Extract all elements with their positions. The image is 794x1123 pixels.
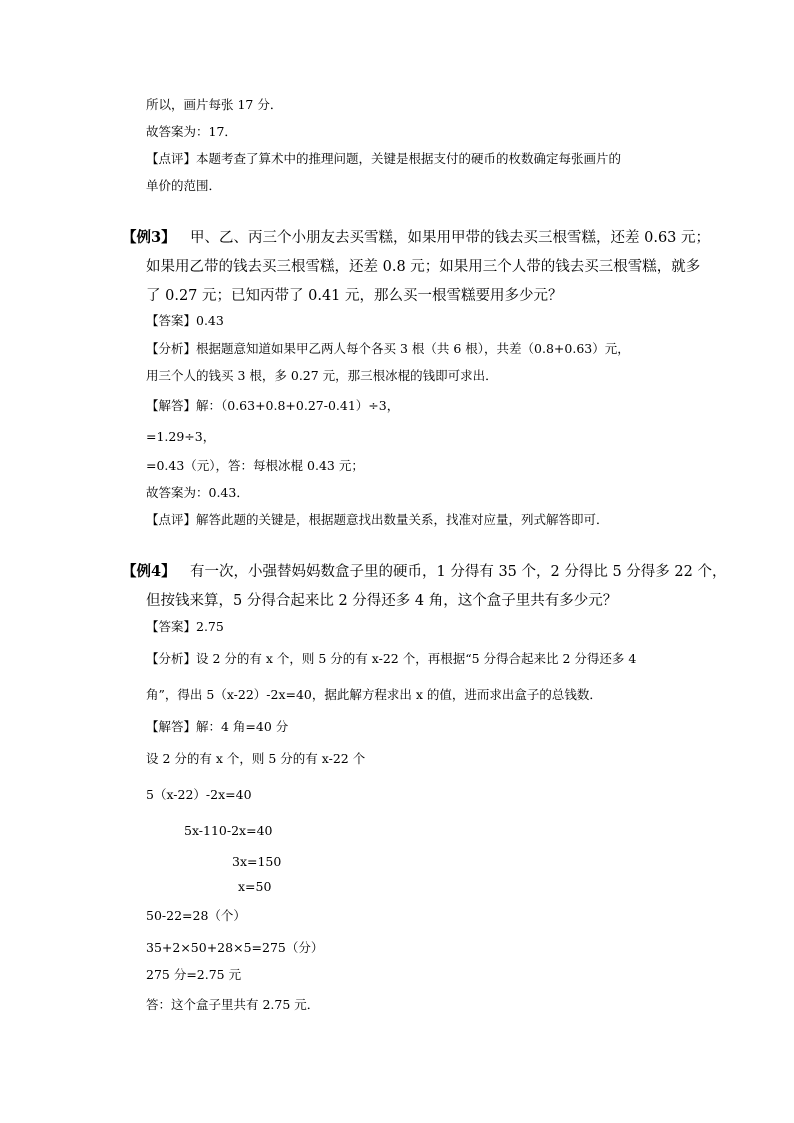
prev-conclusion: 所以，画片每张 17 分． (146, 97, 283, 112)
example4-equation-line3: 3x=150 (232, 854, 282, 869)
example4-final-answer: 答：这个盒子里共有 2.75 元． (146, 997, 320, 1012)
example3-question-line2: 如果用乙带的钱去买三根雪糕，还差 0.8 元；如果用三个人带的钱去买三根雪糕，就多 (146, 259, 701, 275)
example3-question-line1: 甲、乙、丙三个小朋友去买雪糕，如果用甲带的钱去买三根雪糕，还差 0.63 元； (190, 230, 711, 246)
prev-comment: 【点评】本题考查了算术中的推理问题，关键是根据支付的硬币的枚数确定每张画片的 (146, 151, 622, 166)
example3-question-line3: 了 0.27 元；已知丙带了 0.41 元，那么买一根雪糕要用多少元？ (146, 288, 563, 304)
example4-solution-line1: 【解答】解：4 角=40 分 (146, 719, 289, 734)
prev-answer: 故答案为：17． (146, 124, 237, 139)
example3-tag: 【例3】 (122, 229, 176, 246)
example3-comment: 【点评】解答此题的关键是，根据题意找出数量关系，找准对应量，列式解答即可． (146, 512, 609, 527)
example3-solution-line2: =1.29÷3， (146, 429, 216, 444)
example3-solution-line1: 【解答】解：（0.63+0.8+0.27-0.41）÷3， (146, 398, 400, 413)
example4-equation-line4: x=50 (238, 879, 272, 894)
example4-question-line2: 但按钱来算，5 分得合起来比 2 分得还多 4 角，这个盒子里共有多少元？ (146, 593, 618, 609)
example3-solution-line3: =0.43（元），答：每根冰棍 0.43 元； (146, 458, 364, 473)
example4-equation-line1: 5（x-22）-2x=40 (146, 787, 252, 802)
example4-calc-line2: 35+2×50+28×5=275（分） (146, 940, 324, 955)
example3-final-answer: 故答案为：0.43． (146, 485, 249, 500)
example3-answer: 【答案】0.43 (146, 313, 224, 328)
example4-analysis-line2: 角”，得出 5（x-22）-2x=40，据此解方程求出 x 的值，进而求出盒子的总钱数． (146, 687, 602, 702)
example4-calc-line3: 275 分=2.75 元 (146, 967, 242, 982)
example4-question-line1: 有一次，小强替妈妈数盒子里的硬币，1 分得有 35 个，2 分得比 5 分得多 22 个， (190, 564, 727, 580)
example4-calc-line1: 50-22=28（个） (146, 908, 246, 923)
example4-answer: 【答案】2.75 (146, 619, 224, 634)
example3-analysis-line1: 【分析】根据题意知道如果甲乙两人每个各买 3 根（共 6 根），共差（0.8+0.63）元， (146, 341, 630, 356)
example4-analysis-line1: 【分析】设 2 分的有 x 个，则 5 分的有 x-22 个，再根据“5 分得合起来比 2 分得还多 4 (146, 651, 637, 666)
example3-analysis-line2: 用三个人的钱买 3 根，多 0.27 元，那三根冰棍的钱即可求出． (146, 368, 498, 383)
example4-solution-line2: 设 2 分的有 x 个，则 5 分的有 x-22 个 (146, 751, 366, 766)
example4-equation-line2: 5x-110-2x=40 (184, 823, 273, 838)
prev-comment-cont: 单价的范围． (146, 178, 222, 193)
example4-tag: 【例4】 (122, 563, 176, 580)
